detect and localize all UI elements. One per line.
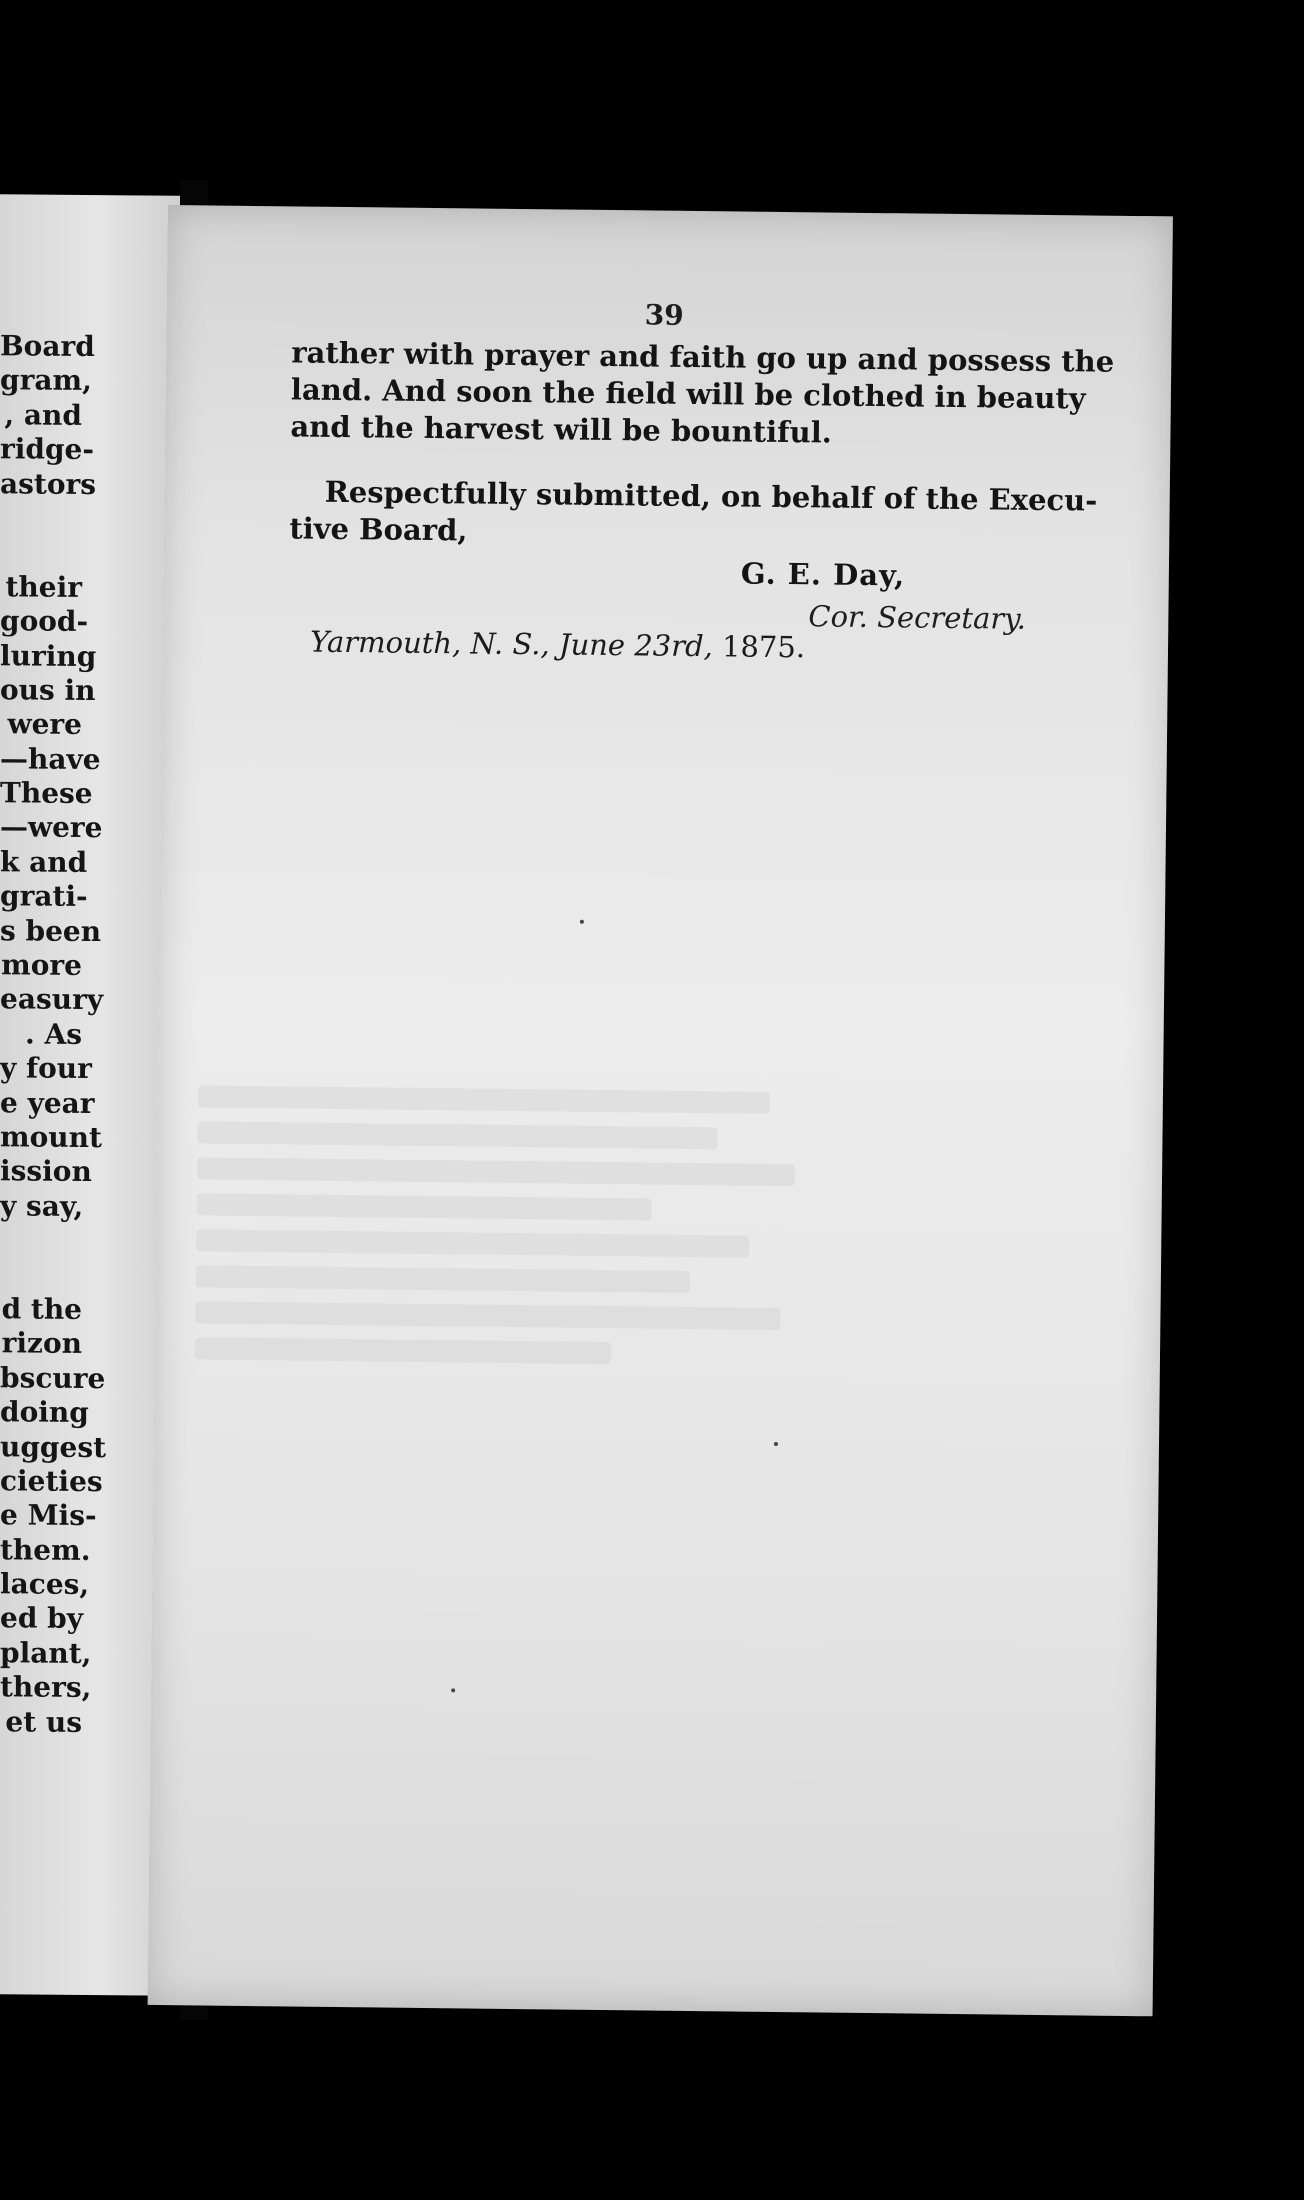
left-page-line: laces,: [0, 1567, 90, 1602]
left-page-line: [0, 501, 180, 537]
left-page-line: —have: [0, 741, 101, 776]
dateline-date: June 23rd,: [558, 627, 714, 664]
left-page-line: their: [5, 569, 82, 604]
speck-mark: [580, 920, 584, 924]
left-page-line: s been: [0, 913, 102, 948]
left-page-line: —were: [0, 810, 103, 845]
left-page-line: more: [1, 948, 82, 982]
left-page-line: ridge-: [0, 432, 94, 467]
paragraph-line-1: rather with prayer and faith go up and possess the: [291, 335, 1115, 379]
signature-title: Cor. Secretary.: [808, 599, 1027, 636]
bleed-through-area: [195, 1085, 848, 1380]
left-page-line: thers,: [0, 1670, 92, 1705]
left-page-line: , and: [4, 398, 82, 432]
left-page-line: [0, 1258, 180, 1294]
left-page-line: them.: [0, 1532, 91, 1567]
left-page-line: y four: [0, 1051, 92, 1086]
left-page-line: easury: [0, 982, 104, 1017]
left-page-line: gram,: [0, 363, 92, 398]
left-page-line: . As: [25, 1017, 82, 1051]
left-page-line: luring: [0, 638, 97, 673]
left-page-line: d the: [1, 1292, 82, 1326]
paragraph-line-2: land. And soon the field will be clothed in beauty: [290, 372, 1086, 416]
right-page: [148, 205, 1173, 2016]
left-page-line: were: [7, 707, 82, 742]
left-page-line: et us: [5, 1704, 82, 1739]
speck-mark: [451, 1688, 455, 1692]
left-page-line: ous in: [0, 673, 96, 707]
left-page-line: good-: [0, 604, 89, 639]
left-page-line: k and: [0, 845, 88, 879]
left-page-line: bscure: [0, 1360, 106, 1395]
dateline-year: 1875.: [721, 629, 806, 665]
dateline-place: Yarmouth, N. S.,: [309, 624, 550, 662]
left-page-line: astors: [0, 466, 97, 501]
left-page-line: [0, 1223, 180, 1259]
left-page-line: e Mis-: [0, 1498, 97, 1533]
left-page-line: cieties: [0, 1464, 103, 1499]
closing-line-1: Respectfully submitted, on behalf of the Execu-: [324, 474, 1098, 518]
signature: G. E. Day,: [740, 556, 906, 593]
left-page-line: doing: [0, 1395, 89, 1430]
left-page-line: y say,: [0, 1188, 84, 1223]
left-page-line: plant,: [0, 1636, 92, 1670]
closing-line-2: tive Board,: [289, 511, 468, 548]
left-page-line: mount: [0, 1120, 102, 1155]
left-page-line: [0, 536, 180, 572]
left-page-line: These: [0, 776, 93, 811]
page-number: 39: [644, 298, 684, 332]
left-page-line: ission: [0, 1154, 92, 1189]
left-page-line: uggest: [0, 1429, 107, 1464]
paragraph-line-3: and the harvest will be bountiful.: [290, 409, 833, 450]
left-page-line: ed by: [0, 1601, 83, 1636]
left-page-line: grati-: [0, 879, 88, 914]
body-text: [289, 334, 1115, 555]
speck-mark: [774, 1442, 778, 1446]
left-page-line: rizon: [1, 1326, 82, 1361]
left-page-line: Board: [0, 329, 95, 364]
left-page-line: e year: [0, 1085, 95, 1120]
dateline: [310, 625, 805, 665]
